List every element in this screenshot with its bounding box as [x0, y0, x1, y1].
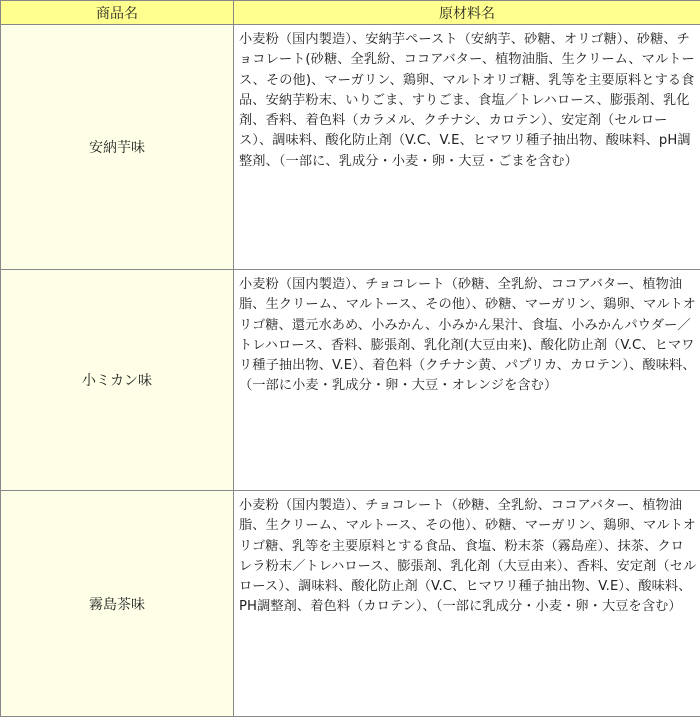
product-name-cell: 安納芋味	[1, 25, 234, 270]
ingredients-cell: 小麦粉（国内製造）、チョコレート（砂糖、全乳紛、ココアバター、植物油脂、生クリーム、マルトース、その他）、砂糖、マーガリン、鶏卵、マルトオリゴ糖、乳等を主要原料とする食品、食塩、粉末茶（霧島産）、抹茶、クロレラ粉末／トレハロース、膨張剤、乳化剤（大豆由来）、香料、安定剤（セルロース）、調味料、酸化防止剤（V.C、ヒマワリ種子抽出物、V.E）、酸味料、PH調整剤、着色料（カロテン）、（一部に乳成分・小麦・卵・大豆を含む）	[234, 491, 700, 717]
header-ingredients: 原材料名	[234, 1, 700, 25]
product-name-cell: 霧島茶味	[1, 491, 234, 717]
ingredients-cell: 小麦粉（国内製造）、チョコレート（砂糖、全乳紛、ココアバター、植物油脂、生クリーム、マルトース、その他）、砂糖、マーガリン、鶏卵、マルトオリゴ糖、還元水あめ、小みかん、小みかん果汁、食塩、小みかんパウダー／トレハロース、香料、膨張剤、乳化剤(大豆由来)、酸化防止剤（V.C、ヒマワリ種子抽出物、V.E）、着色料（クチナシ黄、パプリカ、カロテン）、酸味料、（一部に小麦・乳成分・卵・大豆・オレンジを含む）	[234, 270, 700, 491]
table-header-row	[1, 1, 700, 25]
table-row	[1, 25, 700, 270]
table-row	[1, 270, 700, 491]
table-row	[1, 491, 700, 717]
header-product-name: 商品名	[1, 1, 234, 25]
ingredients-cell: 小麦粉（国内製造）、安納芋ペースト（安納芋、砂糖、オリゴ糖）、砂糖、チョコレート(砂糖、全乳紛、ココアバター、植物油脂、生クリーム、マルトース、その他)、マーガリン、鶏卵、マルトオリゴ糖、乳等を主要原料とする食品、安納芋粉末、いりごま、すりごま、食塩／トレハロース、膨張剤、乳化剤、香料、着色料（カラメル、クチナシ、カロテン）、安定剤（セルロース）、調味料、酸化防止剤（V.C、V.E、ヒマワリ種子抽出物、酸味料、pH調整剤、（一部に、乳成分・小麦・卵・大豆・ごまを含む）	[234, 25, 700, 270]
product-name-cell: 小ミカン味	[1, 270, 234, 491]
